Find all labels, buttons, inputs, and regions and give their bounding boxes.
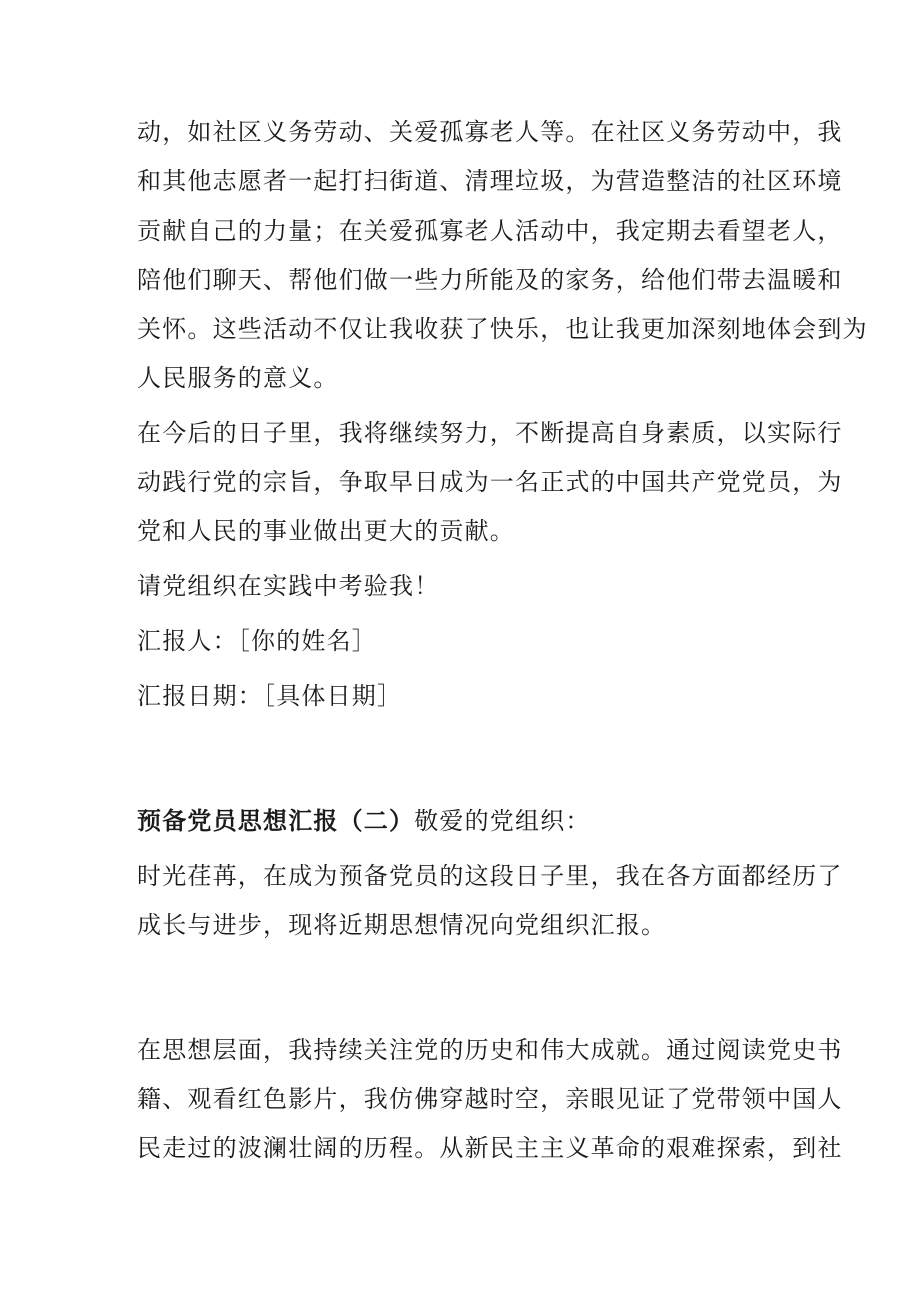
- paragraph-1-line-5: 关怀。这些活动不仅让我收获了快乐，也让我更加深刻地体会到为: [137, 315, 868, 343]
- section-2-body-line-1: 在思想层面，我持续关注党的历史和伟大成就。通过阅读党史书: [137, 1036, 843, 1064]
- paragraph-2-line-2: 动践行党的宗旨，争取早日成为一名正式的中国共产党党员，为: [137, 468, 843, 496]
- section-2-heading: [137, 806, 797, 836]
- paragraph-1-line-4: 陪他们聊天、帮他们做一些力所能及的家务，给他们带去温暖和: [137, 266, 843, 294]
- paragraph-2-line-3: 党和人民的事业做出更大的贡献。: [137, 517, 515, 545]
- paragraph-2-line-1: 在今后的日子里，我将继续努力，不断提高自身素质，以实际行: [137, 419, 843, 447]
- section-2-title: 预备党员思想汇报（二）: [137, 806, 415, 835]
- section-2-body-line-2: 籍、观看红色影片，我仿佛穿越时空，亲眼见证了党带领中国人: [137, 1085, 843, 1113]
- paragraph-1-line-6: 人民服务的意义。: [137, 364, 339, 392]
- section-2-intro-line-2: 成长与进步，现将近期思想情况向党组织汇报。: [137, 911, 667, 939]
- section-2-intro-line-1: 时光荏苒，在成为预备党员的这段日子里，我在各方面都经历了: [137, 862, 843, 890]
- paragraph-1-line-1: 动，如社区义务劳动、关爱孤寡老人等。在社区义务劳动中，我: [137, 118, 843, 146]
- closing-line: 请党组织在实践中考验我！: [137, 572, 440, 600]
- section-2-salutation: 敬爱的党组织：: [414, 807, 591, 835]
- paragraph-1-line-2: 和其他志愿者一起打扫街道、清理垃圾，为营造整洁的社区环境: [137, 167, 843, 195]
- report-date-line: 汇报日期：［具体日期］: [137, 682, 403, 710]
- section-2-body-line-3: 民走过的波澜壮阔的历程。从新民主主义革命的艰难探索，到社: [137, 1134, 843, 1162]
- reporter-line: 汇报人：［你的姓名］: [137, 627, 377, 655]
- paragraph-1-line-3: 贡献自己的力量；在关爱孤寡老人活动中，我定期去看望老人，: [137, 217, 843, 245]
